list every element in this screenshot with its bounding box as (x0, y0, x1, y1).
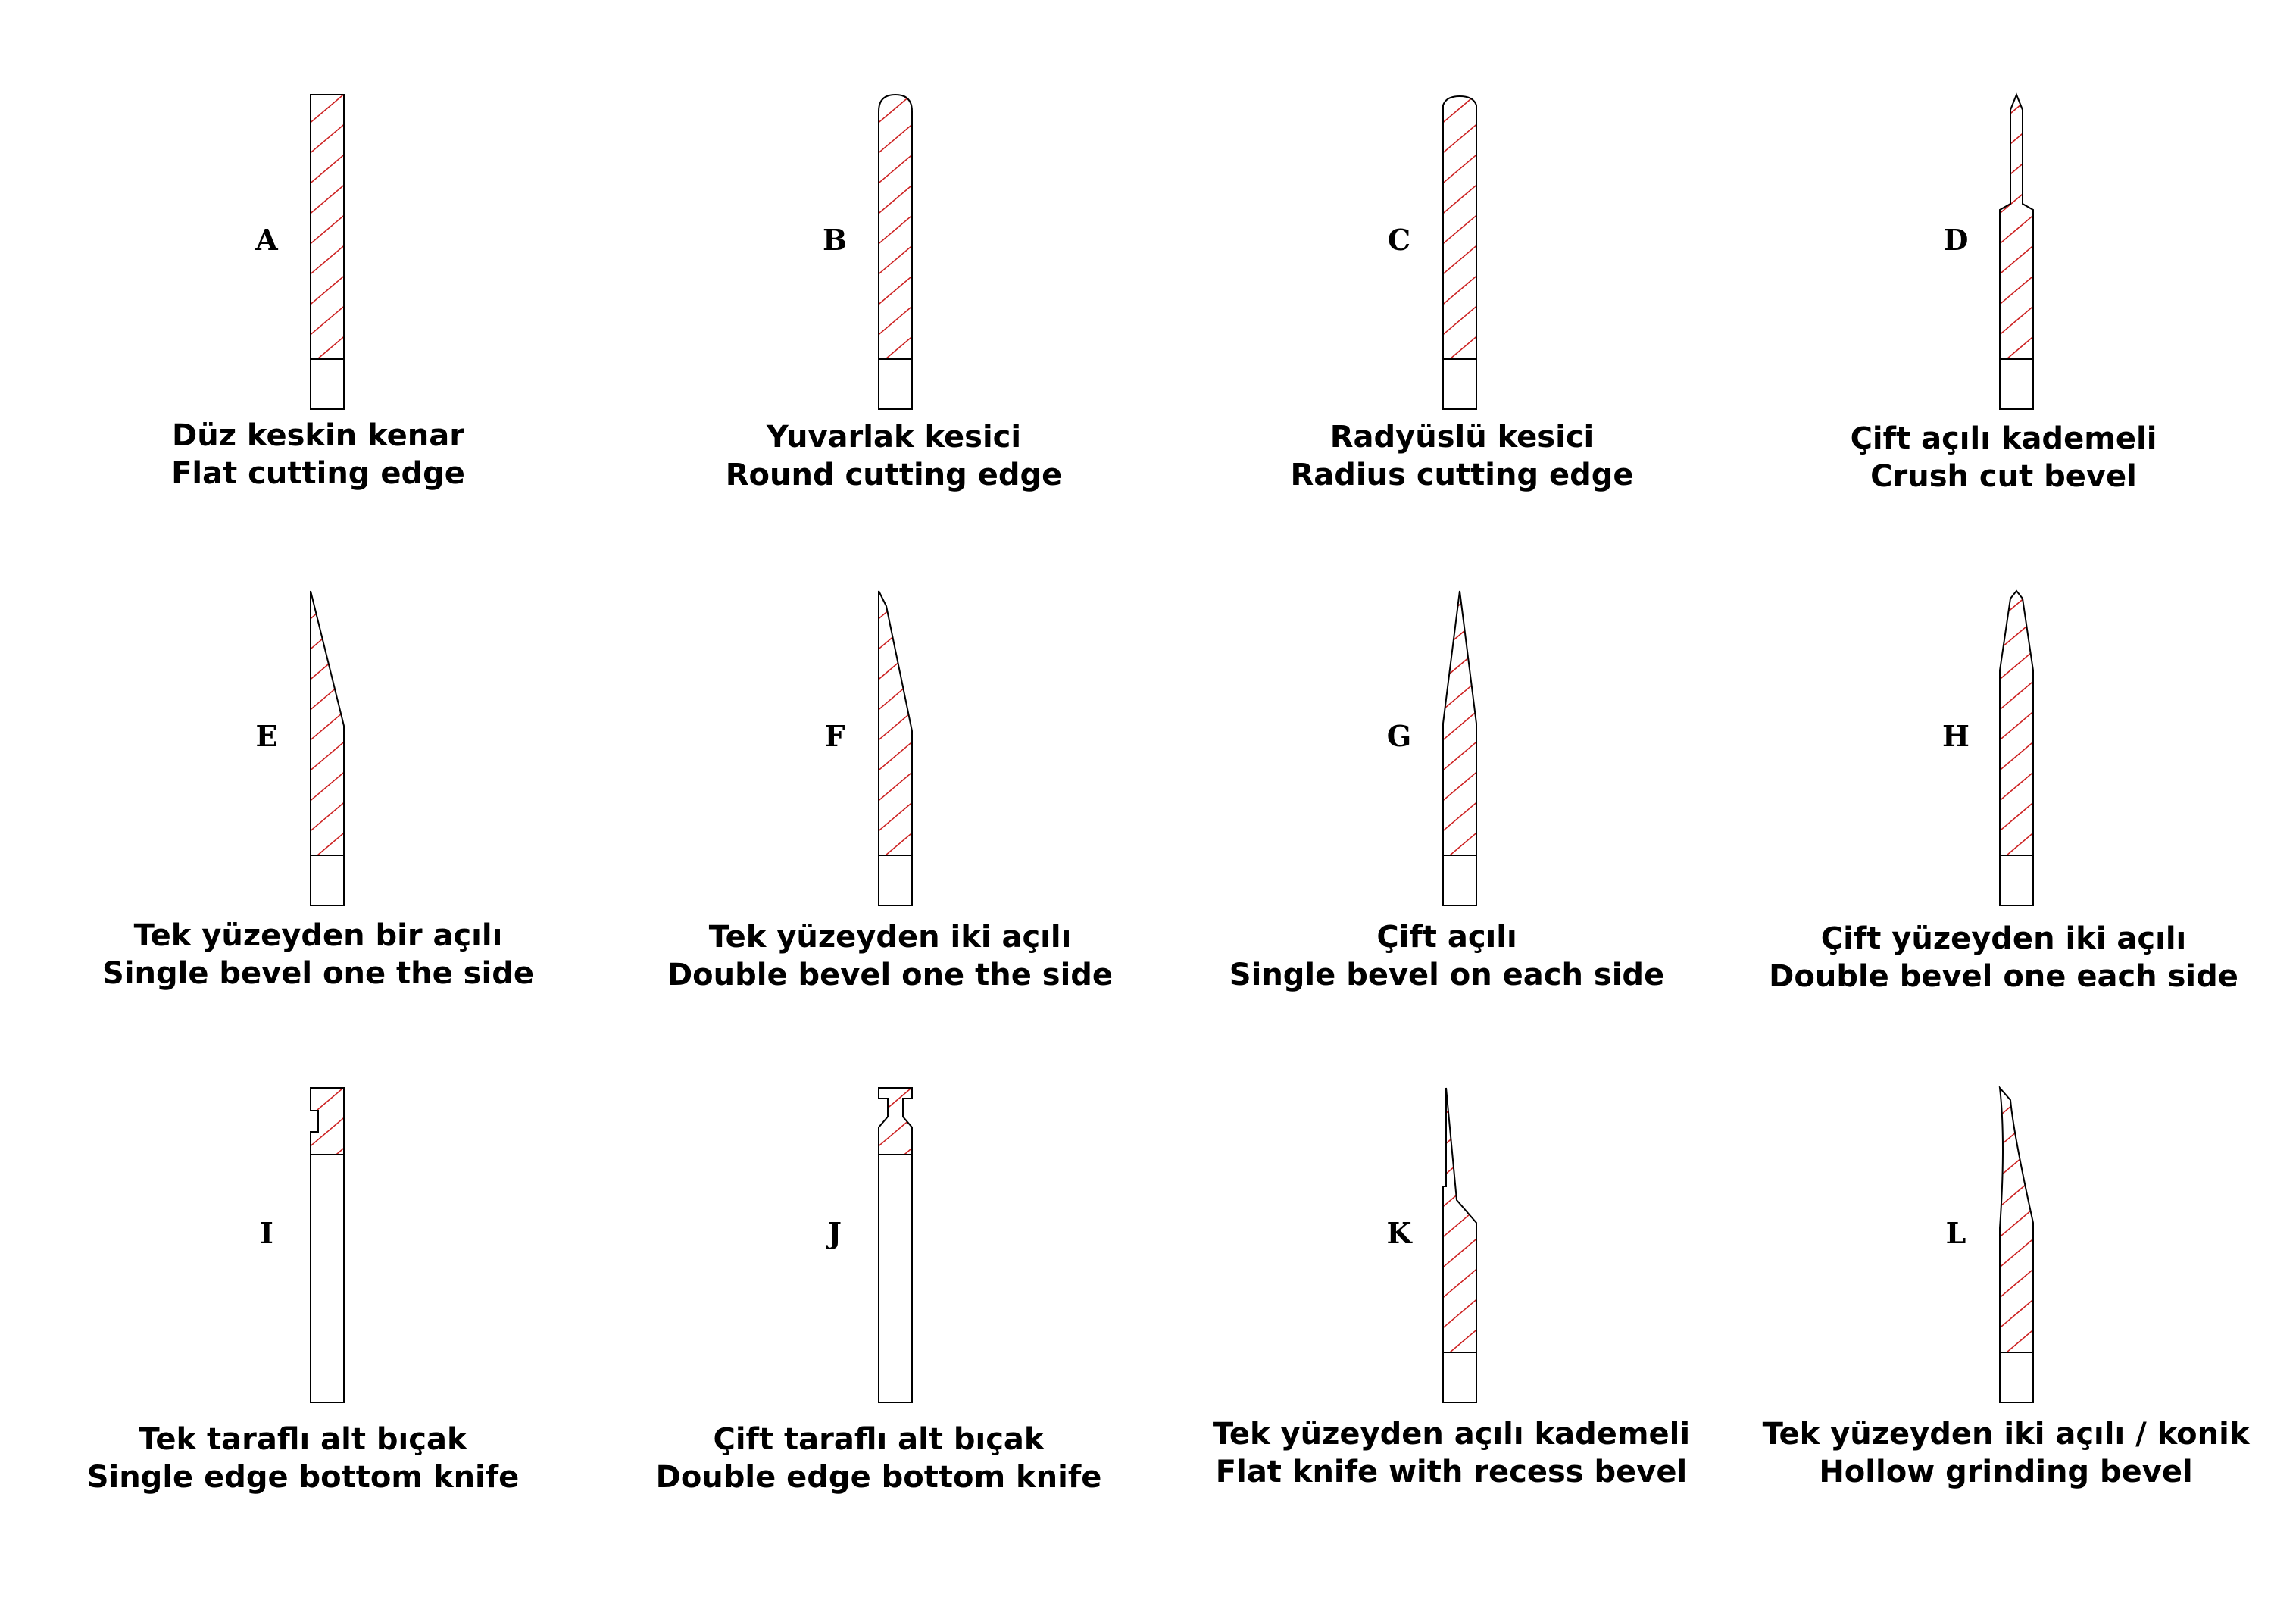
blade-b-outline (879, 95, 912, 359)
blade-k-letter: K (1386, 1216, 1412, 1250)
blade-h-hatching (1997, 558, 2036, 894)
caption-b (606, 418, 1182, 494)
blade-e-base (311, 855, 344, 905)
caption-a-tr: Düz keskin kenar (172, 418, 464, 453)
caption-k (1164, 1415, 1739, 1491)
caption-b-en: Round cutting edge (725, 458, 1063, 492)
blade-l-letter: L (1945, 1216, 1966, 1250)
blade-e (256, 558, 347, 905)
blade-j-hatching (876, 1055, 915, 1209)
caption-b-tr: Yuvarlak kesici (766, 420, 1022, 455)
caption-e (30, 917, 606, 992)
caption-l-en: Hollow grinding bevel (1819, 1455, 2193, 1489)
caption-g-tr: Çift açılı (1376, 920, 1517, 955)
caption-e-tr: Tek yüzeyden bir açılı (133, 918, 503, 953)
caption-g-en: Single bevel on each side (1229, 958, 1665, 992)
blade-e-letter: E (255, 719, 278, 753)
caption-j-en: Double edge bottom knife (655, 1460, 1102, 1495)
blade-d (1944, 61, 2036, 409)
blade-c-hatching (1440, 61, 1479, 398)
blade-h-base (2000, 855, 2033, 905)
blade-l-hatching (1997, 1055, 2036, 1391)
caption-k-en: Flat knife with recess bevel (1215, 1455, 1688, 1489)
caption-f (602, 918, 1178, 994)
blade-b-base (879, 359, 912, 409)
caption-a (30, 417, 606, 492)
blade-a (255, 61, 347, 409)
blade-l-outline (2000, 1088, 2033, 1352)
blade-k (1386, 1055, 1479, 1402)
blade-c-outline (1443, 96, 1476, 359)
blade-h (1942, 558, 2036, 905)
blade-f-hatching (876, 558, 915, 894)
caption-i-en: Single edge bottom knife (86, 1460, 520, 1495)
blade-b (823, 61, 915, 409)
blade-j (826, 1055, 915, 1402)
caption-c-en: Radius cutting edge (1290, 458, 1634, 492)
caption-j (591, 1421, 1167, 1496)
caption-c (1174, 418, 1750, 494)
blade-j-outline (879, 1088, 912, 1155)
blade-b-letter: B (822, 223, 848, 257)
blade-a-letter: A (255, 223, 278, 257)
caption-e-en: Single bevel one the side (102, 956, 534, 991)
blade-k-outline (1443, 1088, 1476, 1352)
blade-l (1946, 1055, 2036, 1402)
blade-j-base (879, 1155, 912, 1402)
blade-g-hatching (1440, 558, 1479, 894)
blade-g (1387, 558, 1479, 905)
caption-h (1716, 920, 2291, 995)
blade-a-base (311, 359, 344, 409)
blade-i (260, 1055, 347, 1402)
caption-k-tr: Tek yüzeyden açılı kademeli (1212, 1417, 1691, 1452)
caption-d-tr: Çift açılı kademeli (1850, 421, 2157, 456)
caption-i-tr: Tek taraflı alt bıçak (139, 1422, 467, 1457)
blade-c (1388, 61, 1479, 409)
caption-d-en: Crush cut bevel (1870, 459, 2137, 494)
blade-g-base (1443, 855, 1476, 905)
blade-i-letter: I (260, 1216, 273, 1250)
blade-h-outline (2000, 591, 2033, 855)
blade-d-letter: D (1943, 223, 1969, 257)
blade-i-base (311, 1155, 344, 1402)
caption-d (1716, 420, 2291, 495)
caption-l-tr: Tek yüzeyden iki açılı / konik (1762, 1417, 2250, 1452)
blade-f-letter: F (824, 719, 845, 753)
caption-f-tr: Tek yüzeyden iki açılı (708, 920, 1072, 955)
caption-c-tr: Radyüslü kesici (1329, 420, 1595, 455)
blade-c-base (1443, 359, 1476, 409)
caption-h-en: Double bevel one each side (1769, 959, 2238, 994)
blade-e-outline (311, 591, 344, 855)
caption-h-tr: Çift yüzeyden iki açılı (1820, 921, 2187, 956)
caption-i (15, 1421, 591, 1496)
blade-g-outline (1443, 591, 1476, 855)
caption-f-en: Double bevel one the side (667, 958, 1114, 992)
blade-b-hatching (876, 61, 915, 398)
blade-f-base (879, 855, 912, 905)
blade-a-outline (311, 95, 344, 359)
blade-d-outline (2000, 95, 2033, 359)
blade-c-letter: C (1387, 223, 1411, 257)
blade-h-letter: H (1942, 719, 1970, 753)
blade-d-hatching (1997, 61, 2036, 398)
blade-d-base (2000, 359, 2033, 409)
blade-g-letter: G (1386, 719, 1412, 753)
blade-l-base (2000, 1352, 2033, 1402)
blade-f-outline (879, 591, 912, 855)
blade-e-hatching (308, 558, 347, 894)
caption-a-en: Flat cutting edge (171, 456, 465, 491)
blade-a-hatching (308, 61, 347, 398)
caption-g (1159, 918, 1735, 994)
caption-j-tr: Çift taraflı alt bıçak (713, 1422, 1045, 1457)
blade-f (825, 558, 915, 905)
caption-l (1718, 1415, 2294, 1491)
blade-k-base (1443, 1352, 1476, 1402)
blade-j-letter: J (828, 1216, 842, 1250)
